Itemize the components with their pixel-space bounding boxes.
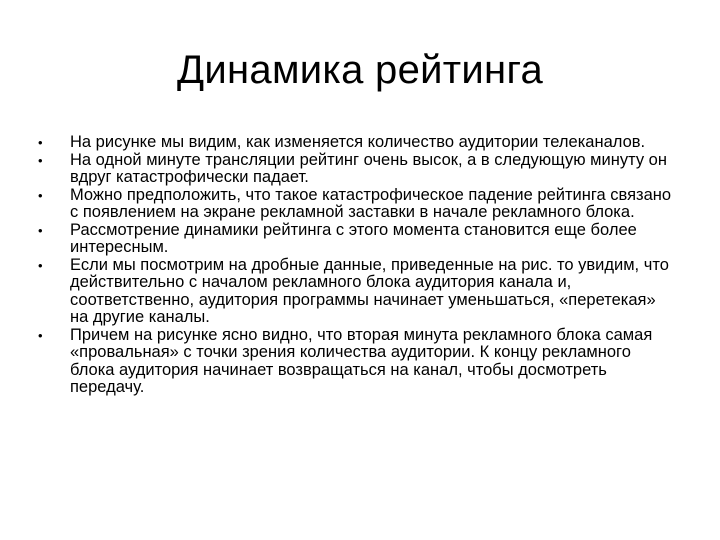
bullet-marker: • bbox=[38, 222, 43, 238]
slide-title: Динамика рейтинга bbox=[177, 48, 543, 92]
bullet-text: Рассмотрение динамики рейтинга с этого момента становится еще более интересным. bbox=[70, 220, 637, 256]
bullet-item bbox=[38, 134, 678, 152]
bullet-marker: • bbox=[38, 327, 43, 343]
bullet-list bbox=[38, 134, 678, 397]
bullet-marker: • bbox=[38, 135, 43, 150]
bullet-text: Если мы посмотрим на дробные данные, приведенные на рис. то увидим, что действительно с началом рекламного блока аудитория канала и, соответственно, аудитория программы начинает уменьшаться, «перетекая» на другие каналы. bbox=[70, 255, 669, 326]
bullet-text: Причем на рисунке ясно видно, что вторая минута рекламного блока самая «провальная» с точки зрения количества аудитории. К концу рекламного блока аудитория начинает возвращаться на канал, чтобы досмотреть передачу. bbox=[70, 325, 653, 396]
bullet-item bbox=[38, 327, 678, 397]
bullet-item bbox=[38, 222, 678, 257]
bullet-text: Можно предположить, что такое катастрофическое падение рейтинга связано с появлением на экране рекламной заставки в начале рекламного блока. bbox=[70, 185, 672, 221]
bullet-text: На рисунке мы видим, как изменяется количество аудитории телеканалов. bbox=[70, 133, 646, 151]
bullet-item bbox=[38, 257, 678, 327]
bullet-text: На одной минуте трансляции рейтинг очень высок, а в следующую минуту он вдруг катастрофически падает. bbox=[70, 150, 667, 186]
bullet-item bbox=[38, 187, 678, 222]
bullet-marker: • bbox=[38, 257, 43, 273]
bullet-marker: • bbox=[38, 152, 43, 168]
bullet-item bbox=[38, 152, 678, 187]
bullet-marker: • bbox=[38, 187, 43, 203]
